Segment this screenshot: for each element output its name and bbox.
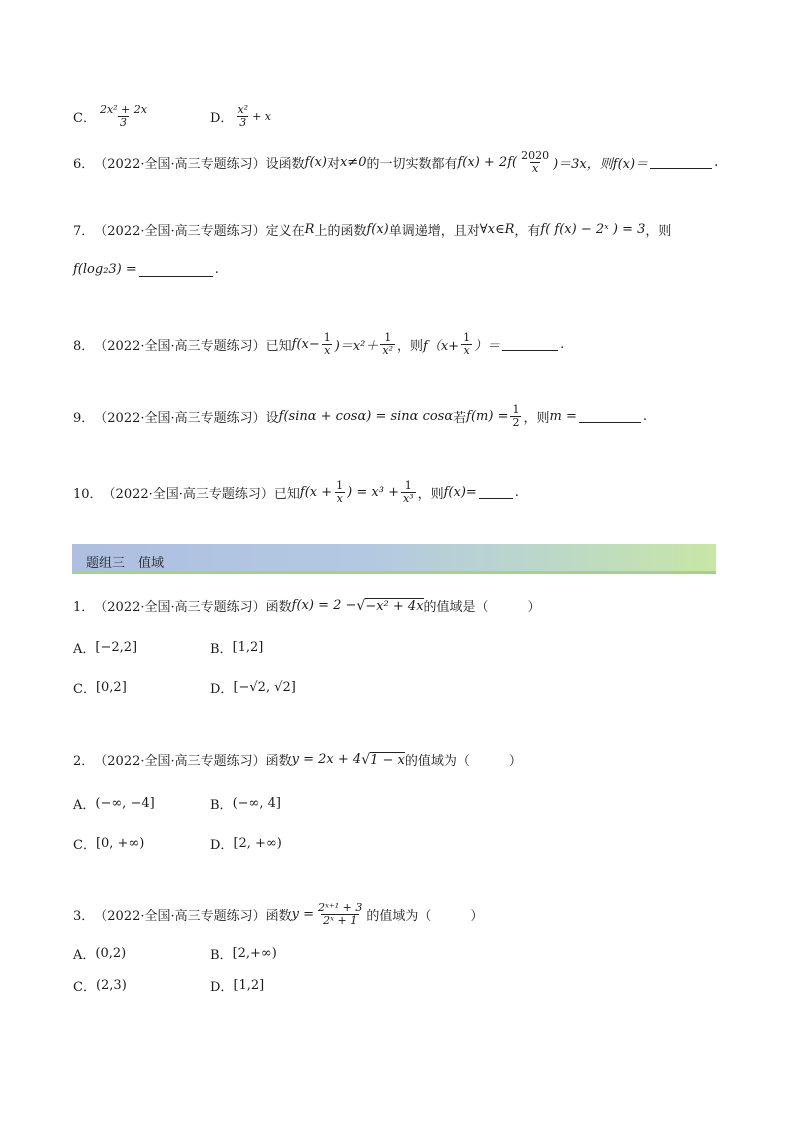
section-title: 题组三 值域 bbox=[86, 556, 165, 571]
fraction: $\frac{1}{x}$ bbox=[323, 331, 331, 357]
question-10: 10． （2022·全国·高三专题练习） 已知 f(x + $\frac{1}{x}$ ) = x³ + $\frac{1}{\text{x³}}$ ，则 f(x)= . bbox=[73, 479, 519, 505]
s3-option-b[interactable]: B． [2,+∞) bbox=[210, 946, 277, 963]
fraction: $\frac{\text{2ˣ⁺¹ + 3}}{\text{2ˣ + 1}}$ bbox=[318, 901, 363, 927]
question-source: （2022·全国·高三专题练习） bbox=[94, 156, 266, 172]
question-source: （2022·全国·高三专题练习） bbox=[94, 600, 266, 615]
fraction: $\frac{2020}{x}$ bbox=[521, 149, 550, 175]
s2-option-d[interactable]: D． [2, +∞) bbox=[210, 836, 282, 853]
question-7: 7． （2022·全国·高三专题练习） 定义在 R 上的函数 f(x) 单调递增，且对 ∀x∈R ，有 f( f(x) − 2ˣ ) = 3 ，则 bbox=[73, 222, 672, 239]
question-source: （2022·全国·高三专题练习） bbox=[94, 754, 266, 769]
s1-option-c[interactable]: C． [0,2] bbox=[73, 680, 127, 697]
q5-option-c bbox=[73, 104, 151, 128]
s3-option-c[interactable]: C． (2,3) bbox=[73, 978, 127, 995]
s1-option-d[interactable]: D． [−√2, √2] bbox=[210, 680, 296, 697]
question-source: （2022·全国·高三专题练习） bbox=[94, 908, 266, 924]
range-question-1: 1． （2022·全国·高三专题练习） 函数 f(x) = 2 − √ −x² + 4x 的值域是（ ） bbox=[73, 597, 541, 615]
option-label: D． bbox=[210, 110, 234, 126]
fraction: $\frac{\text{2x² + 2x}}{3}$ bbox=[99, 103, 147, 129]
question-8: 8． （2022·全国·高三专题练习） 已知 f(x− $\frac{1}{x}$ )＝x²＋ $\frac{1}{\text{x²}}$ ，则 f（x+ $\frac{1}{x}$ ）＝ . bbox=[73, 331, 565, 357]
question-6: 6． （2022·全国·高三专题练习） 设函数 f(x) 对 x≠0 的一切实数都有 f(x) + 2f( $\frac{2020}{x}$ )＝3x，则 f(x)＝ . bbox=[73, 149, 719, 175]
sqrt-icon: √ bbox=[361, 751, 371, 768]
answer-blank[interactable] bbox=[650, 155, 712, 169]
answer-blank[interactable] bbox=[479, 485, 513, 499]
s2-option-b[interactable]: B． (−∞, 4] bbox=[210, 796, 281, 813]
question-number: 2． bbox=[73, 754, 95, 769]
s1-option-b[interactable]: B． [1,2] bbox=[210, 640, 264, 657]
s2-option-a[interactable]: A． (−∞, −4] bbox=[73, 796, 155, 813]
question-source: （2022·全国·高三专题练习） bbox=[94, 338, 266, 354]
fraction: $\frac{1}{x}$ bbox=[463, 331, 471, 357]
fraction: $\frac{1}{x}$ bbox=[336, 479, 344, 505]
question-source: （2022·全国·高三专题练习） bbox=[102, 486, 274, 502]
question-number: 1． bbox=[73, 600, 95, 615]
sqrt-icon: √ bbox=[356, 597, 366, 614]
range-question-3: 3． （2022·全国·高三专题练习） 函数 y = $\frac{\text{2ˣ⁺¹ + 3}}{\text{2ˣ + 1}}$ 的值域为（ ） bbox=[73, 901, 484, 927]
question-number: 9． bbox=[73, 410, 95, 426]
fraction: $\frac{1}{\text{x²}}$ bbox=[382, 331, 394, 357]
answer-blank[interactable] bbox=[139, 263, 213, 277]
question-number: 10． bbox=[73, 486, 103, 502]
s2-option-c[interactable]: C． [0, +∞) bbox=[73, 836, 145, 853]
fraction: $\frac{\text{x²}}{3}$ bbox=[237, 103, 249, 129]
question-number: 3． bbox=[73, 908, 95, 924]
question-number: 8． bbox=[73, 338, 95, 354]
answer-blank[interactable] bbox=[502, 337, 558, 351]
q5-option-d: D． $\frac{\text{x²}}{3}$ + x bbox=[210, 103, 271, 129]
question-number: 7． bbox=[73, 224, 95, 239]
option-label: C． bbox=[73, 110, 96, 126]
s3-option-a[interactable]: A． (0,2) bbox=[73, 946, 127, 963]
question-number: 6． bbox=[73, 156, 95, 172]
question-7-line-2: f(log₂3) = . bbox=[73, 262, 219, 277]
s3-option-d[interactable]: D． [1,2] bbox=[210, 978, 265, 995]
question-source: （2022·全国·高三专题练习） bbox=[94, 410, 266, 426]
question-9: 9． （2022·全国·高三专题练习） 设 f(sinα + cosα) = sinα cosα 若 f(m) = $\frac{1}{2}$ ，则 m = . bbox=[73, 403, 647, 429]
s1-option-a[interactable]: A． [−2,2] bbox=[73, 640, 138, 657]
answer-blank[interactable] bbox=[579, 409, 641, 423]
range-question-2: 2． （2022·全国·高三专题练习） 函数 y = 2x + 4 √ 1 − x 的值域为（ ） bbox=[73, 751, 522, 769]
question-source: （2022·全国·高三专题练习） bbox=[94, 224, 266, 239]
section-banner bbox=[72, 544, 716, 574]
fraction: $\frac{1}{2}$ bbox=[512, 403, 520, 429]
fraction: $\frac{1}{\text{x³}}$ bbox=[402, 479, 414, 505]
